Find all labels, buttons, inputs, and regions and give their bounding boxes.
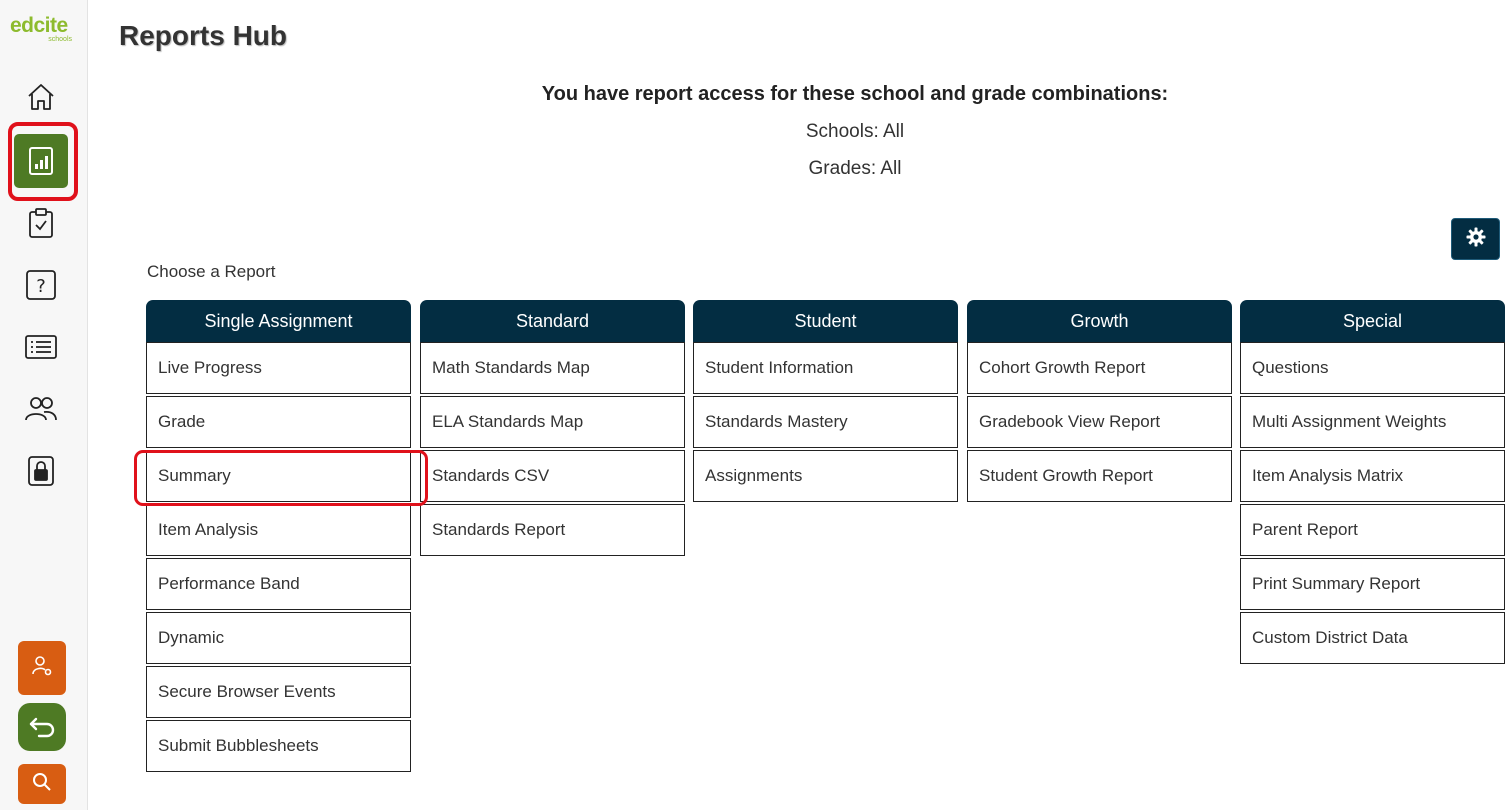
report-standards-mastery[interactable]: Standards Mastery — [693, 396, 958, 448]
report-standards-csv[interactable]: Standards CSV — [420, 450, 685, 502]
report-summary[interactable]: Summary — [146, 450, 411, 502]
report-submit-bubblesheets[interactable]: Submit Bubblesheets — [146, 720, 411, 772]
user-settings-icon — [31, 655, 53, 682]
page-title: Reports Hub — [119, 20, 287, 51]
report-dynamic[interactable]: Dynamic — [146, 612, 411, 664]
column-header: Single Assignment — [146, 300, 411, 342]
report-parent-report[interactable]: Parent Report — [1240, 504, 1505, 556]
list-nav-button[interactable] — [14, 320, 68, 374]
sidebar — [0, 0, 88, 810]
svg-text:?: ? — [36, 276, 46, 297]
search-button[interactable] — [18, 764, 66, 804]
back-button[interactable] — [18, 703, 66, 751]
assignments-icon — [28, 207, 54, 239]
column-growth — [967, 300, 1232, 502]
back-icon — [27, 710, 57, 745]
column-single-assignment — [146, 300, 411, 772]
home-icon — [26, 82, 56, 112]
access-heading: You have report access for these school and grade combinations: — [541, 83, 1169, 105]
choose-report-label: Choose a Report — [147, 262, 276, 281]
edcite-logo[interactable] — [10, 16, 74, 50]
report-math-standards-map[interactable]: Math Standards Map — [420, 342, 685, 394]
column-header: Standard — [420, 300, 685, 342]
report-standards-report[interactable]: Standards Report — [420, 504, 685, 556]
users-icon — [24, 395, 58, 423]
column-header: Student — [693, 300, 958, 342]
report-cohort-growth[interactable]: Cohort Growth Report — [967, 342, 1232, 394]
report-assignments[interactable]: Assignments — [693, 450, 958, 502]
report-multi-assignment-weights[interactable]: Multi Assignment Weights — [1240, 396, 1505, 448]
report-item-analysis-matrix[interactable]: Item Analysis Matrix — [1240, 450, 1505, 502]
report-student-growth[interactable]: Student Growth Report — [967, 450, 1232, 502]
report-print-summary[interactable]: Print Summary Report — [1240, 558, 1505, 610]
help-nav-button[interactable] — [14, 258, 68, 312]
column-special — [1240, 300, 1505, 664]
assignments-nav-button[interactable] — [14, 196, 68, 250]
logo-text: edcite — [10, 14, 68, 37]
report-gradebook-view[interactable]: Gradebook View Report — [967, 396, 1232, 448]
column-student — [693, 300, 958, 502]
reports-icon — [28, 146, 54, 176]
reports-nav-button[interactable] — [14, 134, 68, 188]
lock-nav-button[interactable] — [14, 444, 68, 498]
settings-button[interactable] — [1451, 218, 1500, 260]
list-icon — [24, 334, 58, 360]
user-settings-button[interactable] — [18, 641, 66, 695]
search-icon — [32, 772, 52, 797]
report-grade[interactable]: Grade — [146, 396, 411, 448]
column-header: Growth — [967, 300, 1232, 342]
help-icon — [25, 269, 57, 301]
column-header: Special — [1240, 300, 1505, 342]
lock-icon — [27, 455, 55, 487]
report-custom-district-data[interactable]: Custom District Data — [1240, 612, 1505, 664]
report-item-analysis[interactable]: Item Analysis — [146, 504, 411, 556]
report-live-progress[interactable]: Live Progress — [146, 342, 411, 394]
report-secure-browser-events[interactable]: Secure Browser Events — [146, 666, 411, 718]
report-student-information[interactable]: Student Information — [693, 342, 958, 394]
home-nav-button[interactable] — [14, 70, 68, 124]
report-performance-band[interactable]: Performance Band — [146, 558, 411, 610]
users-nav-button[interactable] — [14, 382, 68, 436]
logo-subtext: schools — [48, 36, 72, 43]
column-standard — [420, 300, 685, 556]
report-ela-standards-map[interactable]: ELA Standards Map — [420, 396, 685, 448]
gear-icon — [1466, 227, 1486, 252]
access-schools: Schools: All — [805, 121, 905, 142]
report-questions[interactable]: Questions — [1240, 342, 1505, 394]
access-grades: Grades: All — [808, 158, 902, 179]
